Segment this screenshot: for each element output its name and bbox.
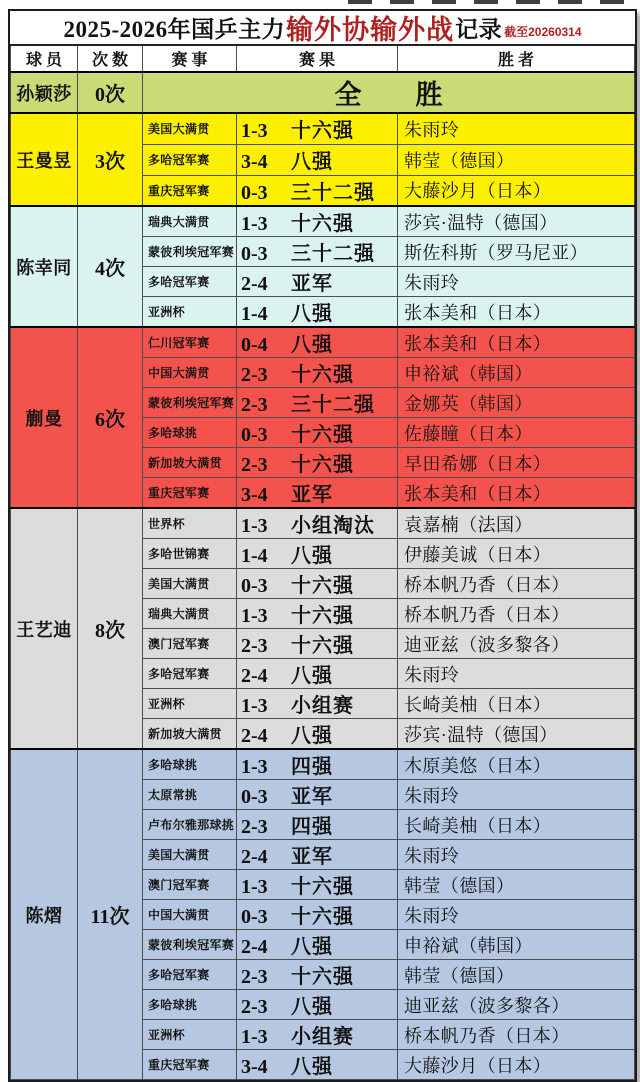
score-value: 0-3 — [241, 424, 268, 446]
winner-cell: 迪亚兹（波多黎各） — [398, 990, 635, 1020]
round-label: 八强 — [291, 936, 333, 958]
event-cell: 新加坡大满贯 — [143, 719, 237, 750]
winner-cell: 佐藤瞳（日本） — [398, 418, 635, 448]
player-name-cell: 王艺迪 — [11, 508, 78, 749]
score-value: 1-4 — [241, 545, 268, 567]
event-cell: 蒙彼利埃冠军赛 — [143, 388, 237, 418]
header-player: 球 员 — [11, 45, 78, 72]
title-suffix: 记录 — [455, 17, 503, 42]
header-winner: 胜 者 — [398, 45, 635, 72]
result-cell — [237, 810, 398, 840]
result-cell — [237, 629, 398, 659]
result-cell — [237, 327, 398, 358]
round-label: 十六强 — [291, 424, 354, 446]
round-label: 十六强 — [291, 213, 354, 235]
result-cell — [237, 418, 398, 448]
score-value: 1-3 — [241, 756, 268, 778]
result-cell — [237, 930, 398, 960]
header-count: 次 数 — [78, 45, 143, 72]
score-value: 0-3 — [241, 181, 268, 204]
result-cell — [237, 478, 398, 509]
round-label: 亚军 — [291, 786, 333, 808]
event-cell: 中国大满贯 — [143, 900, 237, 930]
result-cell — [237, 267, 398, 297]
score-value: 2-4 — [241, 273, 268, 295]
title-note: 截至20260314 — [504, 25, 582, 39]
infographic-frame — [8, 9, 637, 1082]
score-value: 1-3 — [241, 213, 268, 235]
event-cell: 多哈球挑 — [143, 749, 237, 780]
round-label: 十六强 — [291, 364, 354, 386]
loss-count-cell: 3次 — [78, 113, 143, 206]
winner-cell: 朱雨玲 — [398, 659, 635, 689]
score-value: 3-4 — [241, 1056, 268, 1078]
result-cell — [237, 297, 398, 328]
round-label: 十六强 — [291, 635, 354, 657]
round-label: 亚军 — [291, 273, 333, 295]
table-row — [11, 72, 635, 113]
table-row — [11, 206, 635, 237]
round-label: 十六强 — [291, 605, 354, 627]
winner-cell: 大藤沙月（日本） — [398, 175, 635, 206]
round-label: 十六强 — [291, 876, 354, 898]
event-cell: 亚洲杯 — [143, 297, 237, 328]
round-label: 三十二强 — [291, 394, 375, 416]
score-value: 2-3 — [241, 996, 268, 1018]
result-cell — [237, 990, 398, 1020]
winner-cell: 桥本帆乃香（日本） — [398, 569, 635, 599]
event-cell: 瑞典大满贯 — [143, 206, 237, 237]
result-cell — [237, 508, 398, 539]
winner-cell: 申裕斌（韩国） — [398, 358, 635, 388]
score-value: 1-4 — [241, 303, 268, 325]
score-value: 0-3 — [241, 575, 268, 597]
result-cell — [237, 719, 398, 750]
event-cell: 多哈冠军赛 — [143, 659, 237, 689]
score-value: 2-4 — [241, 846, 268, 868]
event-cell: 多哈球挑 — [143, 418, 237, 448]
event-cell: 美国大满贯 — [143, 840, 237, 870]
event-cell: 瑞典大满贯 — [143, 599, 237, 629]
player-name-cell: 陈幸同 — [11, 206, 78, 327]
winner-cell: 迪亚兹（波多黎各） — [398, 629, 635, 659]
event-cell: 蒙彼利埃冠军赛 — [143, 237, 237, 267]
round-label: 八强 — [291, 334, 333, 356]
event-cell: 澳门冠军赛 — [143, 629, 237, 659]
event-cell: 多哈世锦赛 — [143, 539, 237, 569]
result-cell — [237, 144, 398, 175]
score-value: 1-3 — [241, 605, 268, 627]
result-cell — [237, 599, 398, 629]
winner-cell: 桥本帆乃香（日本） — [398, 599, 635, 629]
result-cell — [237, 448, 398, 478]
event-cell: 新加坡大满贯 — [143, 448, 237, 478]
round-label: 八强 — [291, 545, 333, 567]
loss-count-cell: 4次 — [78, 206, 143, 327]
round-label: 八强 — [291, 665, 333, 687]
winner-cell: 斯佐科斯（罗马尼亚） — [398, 237, 635, 267]
event-cell: 重庆冠军赛 — [143, 1050, 237, 1080]
all-win-cell: 全 胜 — [143, 72, 635, 113]
score-value: 1-3 — [241, 876, 268, 898]
event-cell: 中国大满贯 — [143, 358, 237, 388]
page-title — [10, 11, 635, 44]
winner-cell: 莎宾·温特（德国） — [398, 719, 635, 750]
header-event: 赛 事 — [143, 45, 237, 72]
event-cell: 澳门冠军赛 — [143, 870, 237, 900]
result-cell — [237, 1050, 398, 1080]
score-value: 2-4 — [241, 936, 268, 958]
round-label: 八强 — [291, 996, 333, 1018]
event-cell: 仁川冠军赛 — [143, 327, 237, 358]
table-header — [11, 45, 635, 72]
round-label: 十六强 — [291, 120, 354, 143]
score-value: 1-3 — [241, 1026, 268, 1048]
table-row — [11, 749, 635, 780]
winner-cell: 大藤沙月（日本） — [398, 1050, 635, 1080]
score-value: 2-3 — [241, 966, 268, 988]
event-cell: 亚洲杯 — [143, 1020, 237, 1050]
winner-cell: 朱雨玲 — [398, 840, 635, 870]
result-cell — [237, 689, 398, 719]
round-label: 三十二强 — [291, 181, 375, 204]
event-cell: 重庆冠军赛 — [143, 478, 237, 509]
result-cell — [237, 569, 398, 599]
table-body — [11, 72, 635, 1080]
winner-cell: 长崎美柚（日本） — [398, 810, 635, 840]
title-prefix: 2025-2026年国乒主力 — [63, 17, 286, 42]
winner-cell: 金娜英（韩国） — [398, 388, 635, 418]
round-label: 亚军 — [291, 484, 333, 506]
winner-cell: 张本美和（日本） — [398, 297, 635, 328]
winner-cell: 朱雨玲 — [398, 780, 635, 810]
round-label: 小组赛 — [291, 695, 354, 717]
event-cell: 亚洲杯 — [143, 689, 237, 719]
score-value: 3-4 — [241, 151, 268, 173]
event-cell: 多哈冠军赛 — [143, 144, 237, 175]
round-label: 十六强 — [291, 575, 354, 597]
score-value: 2-3 — [241, 394, 268, 416]
results-table — [10, 44, 635, 1080]
winner-cell: 早田希娜（日本） — [398, 448, 635, 478]
winner-cell: 朱雨玲 — [398, 900, 635, 930]
table-row — [11, 113, 635, 144]
event-cell: 卢布尔雅那球挑 — [143, 810, 237, 840]
result-cell — [237, 175, 398, 206]
score-value: 0-4 — [241, 334, 268, 356]
result-cell — [237, 900, 398, 930]
player-name-cell: 陈熠 — [11, 749, 78, 1080]
round-label: 亚军 — [291, 846, 333, 868]
round-label: 八强 — [291, 303, 333, 325]
round-label: 八强 — [291, 151, 333, 173]
score-value: 1-3 — [241, 120, 268, 143]
event-cell: 多哈球挑 — [143, 990, 237, 1020]
winner-cell: 桥本帆乃香（日本） — [398, 1020, 635, 1050]
table-row — [11, 327, 635, 358]
result-cell — [237, 237, 398, 267]
score-value: 2-3 — [241, 454, 268, 476]
winner-cell: 长崎美柚（日本） — [398, 689, 635, 719]
round-label: 十六强 — [291, 966, 354, 988]
result-cell — [237, 780, 398, 810]
title-highlight: 输外协输外战 — [286, 15, 455, 45]
winner-cell: 伊藤美诚（日本） — [398, 539, 635, 569]
score-value: 2-3 — [241, 635, 268, 657]
winner-cell: 韩莹（德国） — [398, 144, 635, 175]
score-value: 0-3 — [241, 243, 268, 265]
event-cell: 重庆冠军赛 — [143, 175, 237, 206]
header-result: 赛 果 — [237, 45, 398, 72]
round-label: 八强 — [291, 725, 333, 747]
event-cell: 世界杯 — [143, 508, 237, 539]
result-cell — [237, 840, 398, 870]
round-label: 四强 — [291, 816, 333, 838]
player-name-cell: 孙颖莎 — [11, 72, 78, 113]
result-cell — [237, 539, 398, 569]
winner-cell: 朱雨玲 — [398, 267, 635, 297]
event-cell: 蒙彼利埃冠军赛 — [143, 930, 237, 960]
winner-cell: 木原美悠（日本） — [398, 749, 635, 780]
table-row — [11, 508, 635, 539]
player-name-cell: 王曼昱 — [11, 113, 78, 206]
winner-cell: 申裕斌（韩国） — [398, 930, 635, 960]
loss-count-cell: 6次 — [78, 327, 143, 508]
event-cell: 太原常挑 — [143, 780, 237, 810]
cropped-text-remnant — [348, 0, 638, 4]
winner-cell: 袁嘉楠（法国） — [398, 508, 635, 539]
result-cell — [237, 870, 398, 900]
result-cell — [237, 659, 398, 689]
winner-cell: 张本美和（日本） — [398, 327, 635, 358]
round-label: 十六强 — [291, 454, 354, 476]
score-value: 2-3 — [241, 816, 268, 838]
event-cell: 多哈冠军赛 — [143, 960, 237, 990]
event-cell: 美国大满贯 — [143, 569, 237, 599]
winner-cell: 莎宾·温特（德国） — [398, 206, 635, 237]
winner-cell: 张本美和（日本） — [398, 478, 635, 509]
score-value: 0-3 — [241, 786, 268, 808]
event-cell: 多哈冠军赛 — [143, 267, 237, 297]
loss-count-cell: 8次 — [78, 508, 143, 749]
round-label: 小组赛 — [291, 1026, 354, 1048]
result-cell — [237, 960, 398, 990]
result-cell — [237, 113, 398, 144]
score-value: 3-4 — [241, 484, 268, 506]
result-cell — [237, 388, 398, 418]
event-cell: 美国大满贯 — [143, 113, 237, 144]
result-cell — [237, 1020, 398, 1050]
score-value: 0-3 — [241, 906, 268, 928]
loss-count-cell: 0次 — [78, 72, 143, 113]
result-cell — [237, 206, 398, 237]
score-value: 2-4 — [241, 725, 268, 747]
round-label: 四强 — [291, 756, 333, 778]
round-label: 小组淘汰 — [291, 515, 375, 537]
winner-cell: 朱雨玲 — [398, 113, 635, 144]
player-name-cell: 蒯曼 — [11, 327, 78, 508]
result-cell — [237, 358, 398, 388]
score-value: 1-3 — [241, 695, 268, 717]
round-label: 十六强 — [291, 906, 354, 928]
loss-count-cell: 11次 — [78, 749, 143, 1080]
score-value: 2-4 — [241, 665, 268, 687]
result-cell — [237, 749, 398, 780]
score-value: 2-3 — [241, 364, 268, 386]
round-label: 三十二强 — [291, 243, 375, 265]
round-label: 八强 — [291, 1056, 333, 1078]
winner-cell: 韩莹（德国） — [398, 960, 635, 990]
winner-cell: 韩莹（德国） — [398, 870, 635, 900]
score-value: 1-3 — [241, 515, 268, 537]
